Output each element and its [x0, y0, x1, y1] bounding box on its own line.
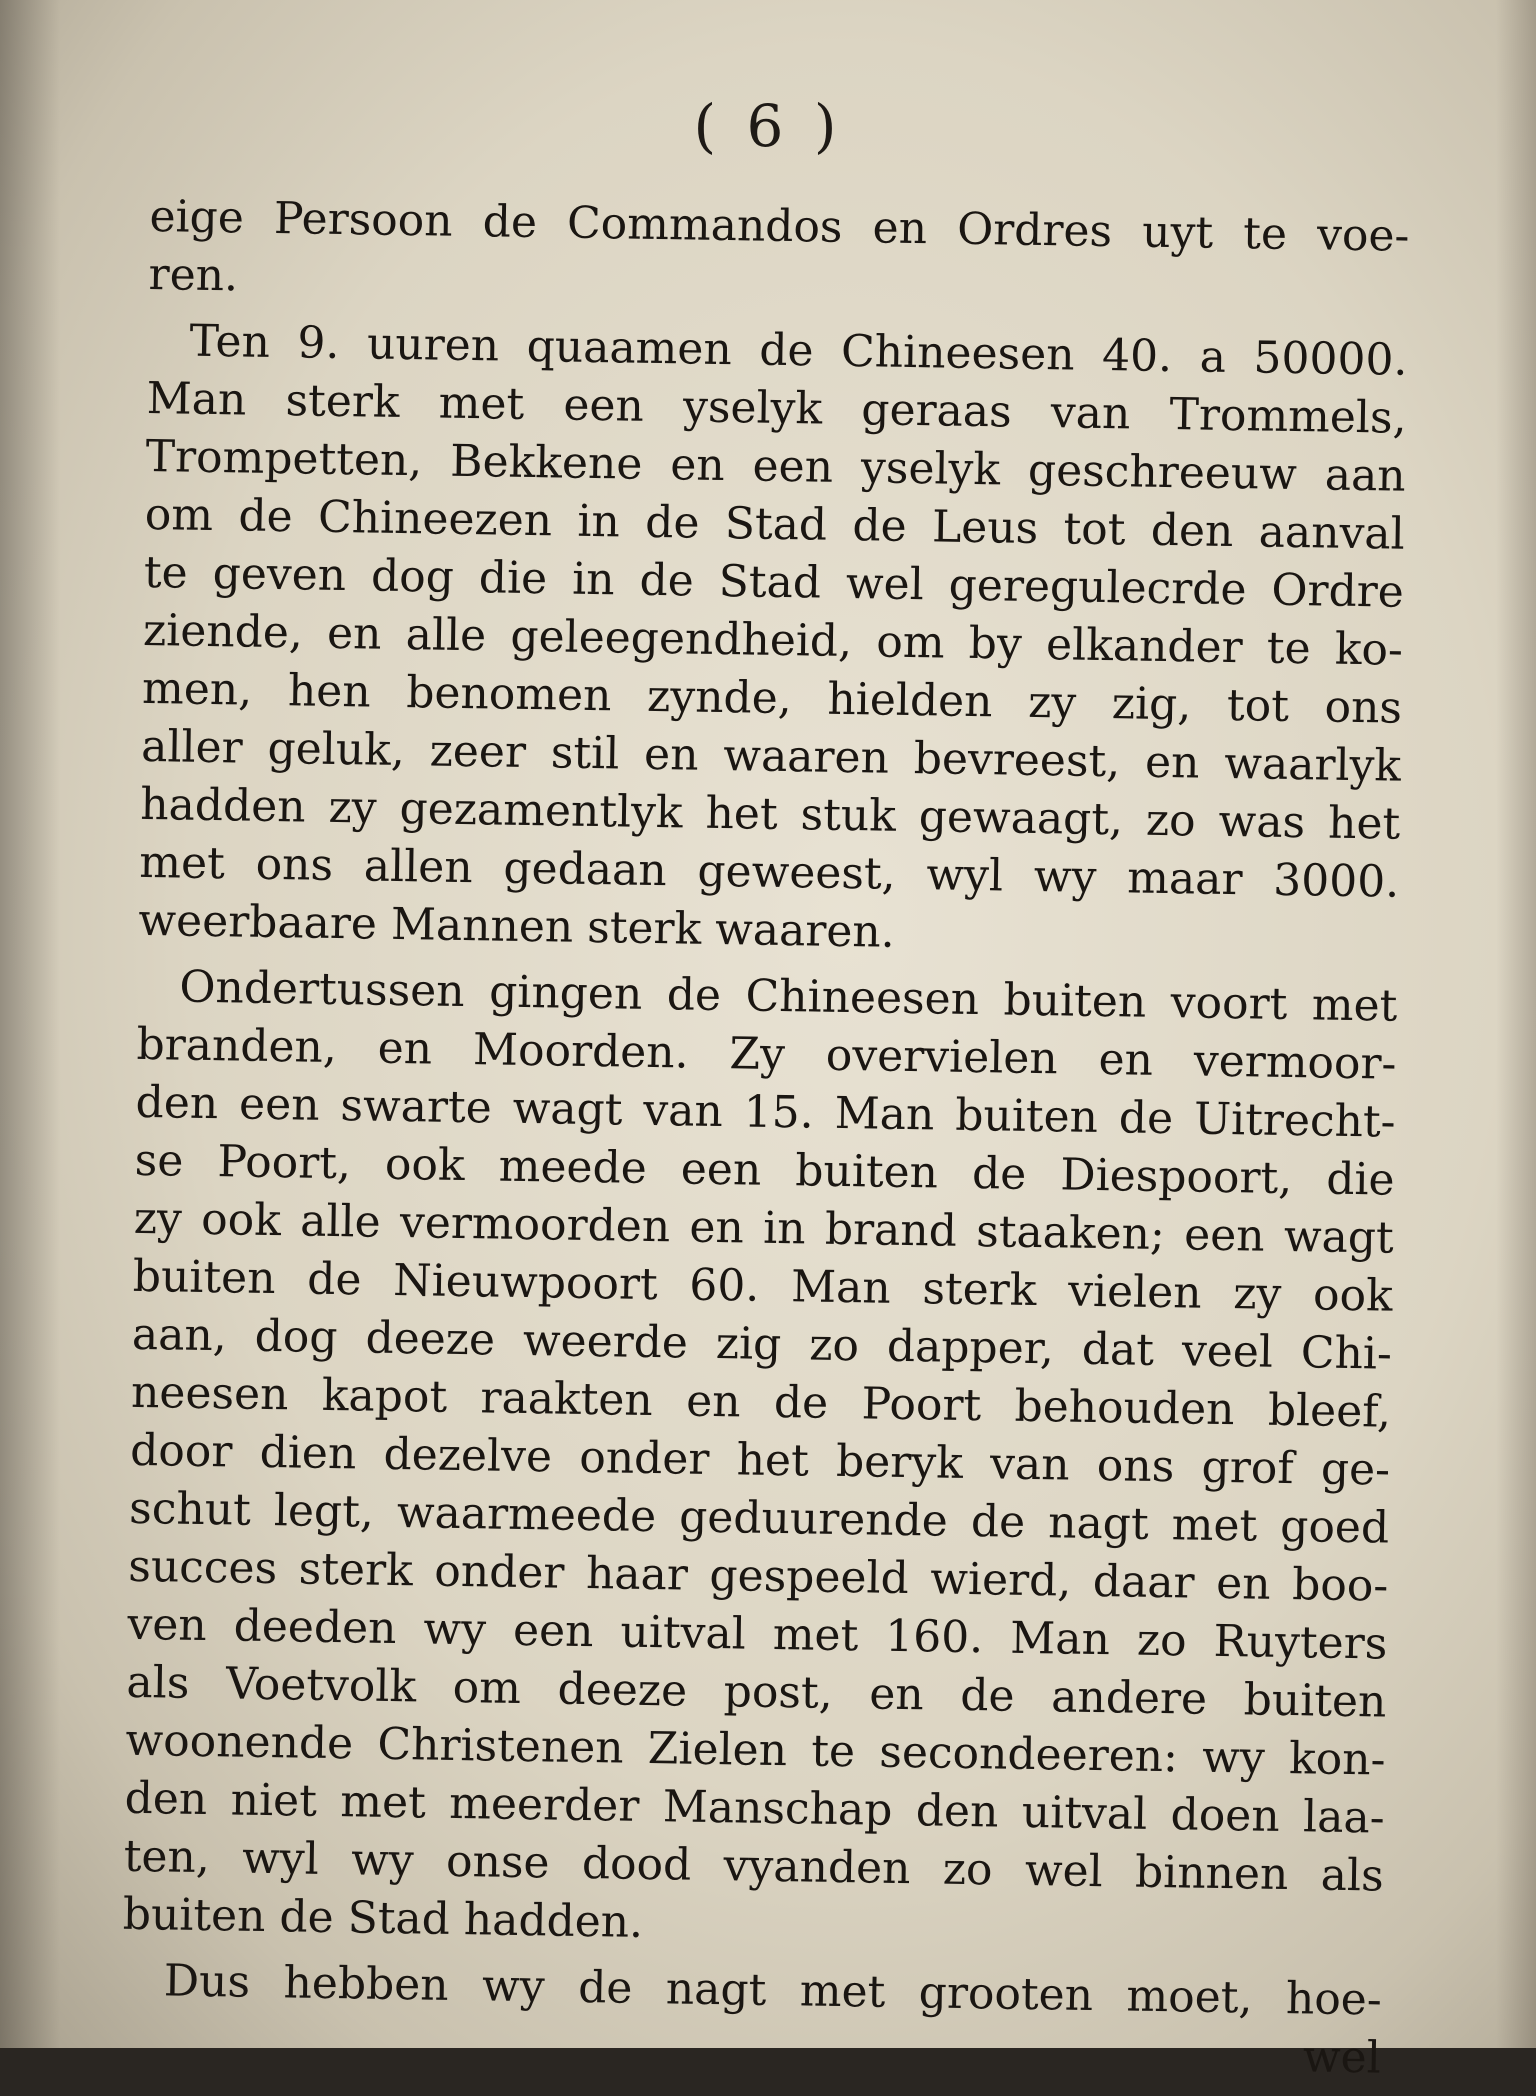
text-line: branden, en Moorden. Zy overvielen en vermoor- — [136, 1018, 1397, 1090]
body-text — [120, 188, 1410, 2096]
text-line: se Poort, ook meede een buiten de Diespoort, die — [134, 1134, 1395, 1206]
text-line: ten, wyl wy onse dood vyanden zo wel binnen als — [123, 1830, 1385, 1902]
text-line: eige Persoon de Commandos en Ordres uyt te voe- — [149, 190, 1410, 262]
text-line: ven deeden wy een uitval met 160. Man zo Ruyters — [127, 1598, 1388, 1670]
page-number: ( 6 ) — [693, 92, 843, 160]
paragraph-2 — [138, 312, 1408, 970]
text-line: den niet met meerder Manschap den uitval doen laa- — [124, 1772, 1385, 1844]
text-line: zy ook alle vermoorden en in brand staaken; een wagt — [133, 1192, 1395, 1264]
text-line: als Voetvolk om deeze post, en de andere buiten — [126, 1656, 1387, 1728]
text-line: den een swarte wagt van 15. Man buiten de Uitrecht- — [135, 1076, 1396, 1148]
catchword: wel — [1302, 2031, 1382, 2084]
text-line: weerbaare Mannen sterk waaren. — [138, 894, 896, 958]
paragraph-1 — [148, 188, 1410, 324]
text-line: ziende, en alle geleegendheid, om by elkander te ko- — [142, 604, 1404, 676]
text-line: Ondertussen gingen de Chineesen buiten voort met — [179, 961, 1398, 1032]
text-line: ren. — [148, 248, 239, 302]
text-line: succes sterk onder haar gespeeld wierd, daar en boo- — [127, 1540, 1389, 1612]
text-line: om de Chineezen in de Stad de Leus tot den aanval — [144, 488, 1406, 560]
text-line: Dus hebben wy de nagt met grooten moet, hoe- — [163, 1955, 1383, 2026]
text-line: buiten de Stad hadden. — [122, 1888, 644, 1948]
text-line: neesen kapot raakten en de Poort behouden bleef, — [130, 1366, 1392, 1438]
text-line: Man sterk met een yselyk geraas van Trommels, — [146, 372, 1407, 444]
text-line: buiten de Nieuwpoort 60. Man sterk vielen zy ook — [132, 1250, 1394, 1322]
text-line: Trompetten, Bekkene en een yselyk geschreeuw aan — [145, 430, 1407, 502]
text-line: te geven dog die in de Stad wel geregulecrde Ordre — [143, 546, 1405, 618]
page-shadow-left — [0, 0, 60, 2048]
paragraph-3 — [122, 958, 1397, 1964]
text-line: aan, dog deeze weerde zig zo dapper, dat veel Chi- — [131, 1308, 1393, 1380]
page-shadow-right — [1496, 0, 1536, 2048]
text-line: met ons allen gedaan geweest, wyl wy maar 3000. — [139, 836, 1400, 908]
text-line: schut legt, waarmeede geduurende de nagt met goed — [128, 1482, 1390, 1554]
text-line: men, hen benomen zynde, hielden zy zig, tot ons — [141, 662, 1403, 734]
text-line: woonende Christenen Zielen te secondeeren: wy kon- — [125, 1714, 1386, 1786]
text-line: Ten 9. uuren quaamen de Chineesen 40. a 50000. — [189, 315, 1408, 386]
paragraph-4 — [120, 1952, 1382, 2088]
text-line: hadden zy gezamentlyk het stuk gewaagt, zo was het — [139, 778, 1401, 850]
text-line: door dien dezelve onder het beryk van ons grof ge- — [129, 1424, 1391, 1496]
text-line: aller geluk, zeer stil en waaren bevreest, en waarlyk — [140, 720, 1402, 792]
